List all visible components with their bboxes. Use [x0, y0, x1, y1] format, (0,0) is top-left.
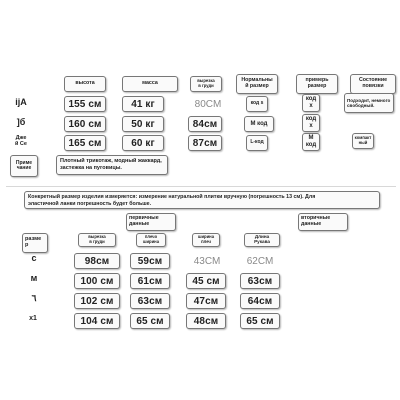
sleeve-value: 43СМ	[193, 255, 221, 267]
length-value: 65 см	[240, 313, 280, 329]
chest-value: 102 см	[74, 293, 120, 309]
length-value: 63см	[240, 273, 280, 289]
remark-label: Приме чание	[10, 155, 38, 177]
normal-size-value: код s	[246, 96, 268, 112]
fitting-size-value: М код	[302, 133, 320, 151]
chest-value: 84см	[188, 116, 222, 132]
length-header: Длина Рукава	[244, 233, 280, 247]
height-value: 155 см	[64, 96, 106, 112]
chest-value: 104 см	[74, 313, 120, 329]
normal-size-value: L-код	[246, 135, 268, 151]
size-label: м	[30, 273, 38, 284]
fitting-size-value: код x	[302, 94, 320, 112]
shoulder-value: 63см	[130, 293, 170, 309]
height-value: 165 см	[64, 135, 106, 151]
weight-value: 60 кг	[122, 135, 164, 151]
chest-value: 87см	[188, 135, 222, 151]
measurement-note: Конкретный размер изделия измеряется: измерение натуральной плитки вручную (погрешность 13 см). Для эластичной ланки погрешность будет больше.	[24, 191, 380, 209]
size-label: с	[31, 253, 37, 264]
condition-value: Подходит, немного свободный.	[344, 93, 394, 113]
primary-data-header: первичные данные	[126, 213, 176, 231]
length-value: 62СМ	[246, 255, 274, 267]
body-measurement-table	[6, 68, 396, 184]
header-condition: Состояние повязки	[350, 74, 396, 94]
sleeve-value: 45 см	[186, 273, 226, 289]
height-value: 160 см	[64, 116, 106, 132]
weight-value: 50 кг	[122, 116, 164, 132]
length-value: 64см	[240, 293, 280, 309]
header-height: высота	[64, 76, 106, 92]
header-normal-size: Нормальны й размер	[236, 74, 278, 94]
chest-header: вырезка в груди	[78, 233, 116, 247]
secondary-data-header: вторичные данные	[298, 213, 348, 231]
row-label: Дже й Се	[15, 135, 27, 147]
remark-text: Плотный трикотаж, модный жаккард, застежка на пуговицы.	[56, 155, 168, 175]
condition-value: компакт ный	[352, 133, 374, 149]
row-label: ]б	[16, 117, 26, 128]
header-chest: вырезка в груди	[190, 76, 222, 92]
shoulder-value: 59см	[130, 253, 170, 269]
sleeve-header: ширина плеч	[192, 233, 220, 247]
size-label: ٦	[31, 293, 37, 304]
sleeve-value: 47см	[186, 293, 226, 309]
normal-size-value: М код	[244, 116, 274, 132]
shoulder-value: 61см	[130, 273, 170, 289]
chest-value: 98см	[74, 253, 120, 269]
row-label: ijA	[15, 97, 27, 108]
weight-value: 41 кг	[122, 96, 164, 112]
shoulder-header: плечо ширина	[136, 233, 166, 247]
size-header: разме р	[22, 233, 48, 253]
garment-measurement-table	[6, 186, 396, 332]
header-weight: масса	[122, 76, 178, 92]
chest-value: 80CM	[194, 98, 222, 110]
header-fitting-size: примерь размер	[296, 74, 338, 94]
fitting-size-value: код x	[302, 114, 320, 132]
sleeve-value: 48см	[186, 313, 226, 329]
size-label: x1	[29, 315, 39, 323]
chest-value: 100 см	[74, 273, 120, 289]
shoulder-value: 65 см	[130, 313, 170, 329]
